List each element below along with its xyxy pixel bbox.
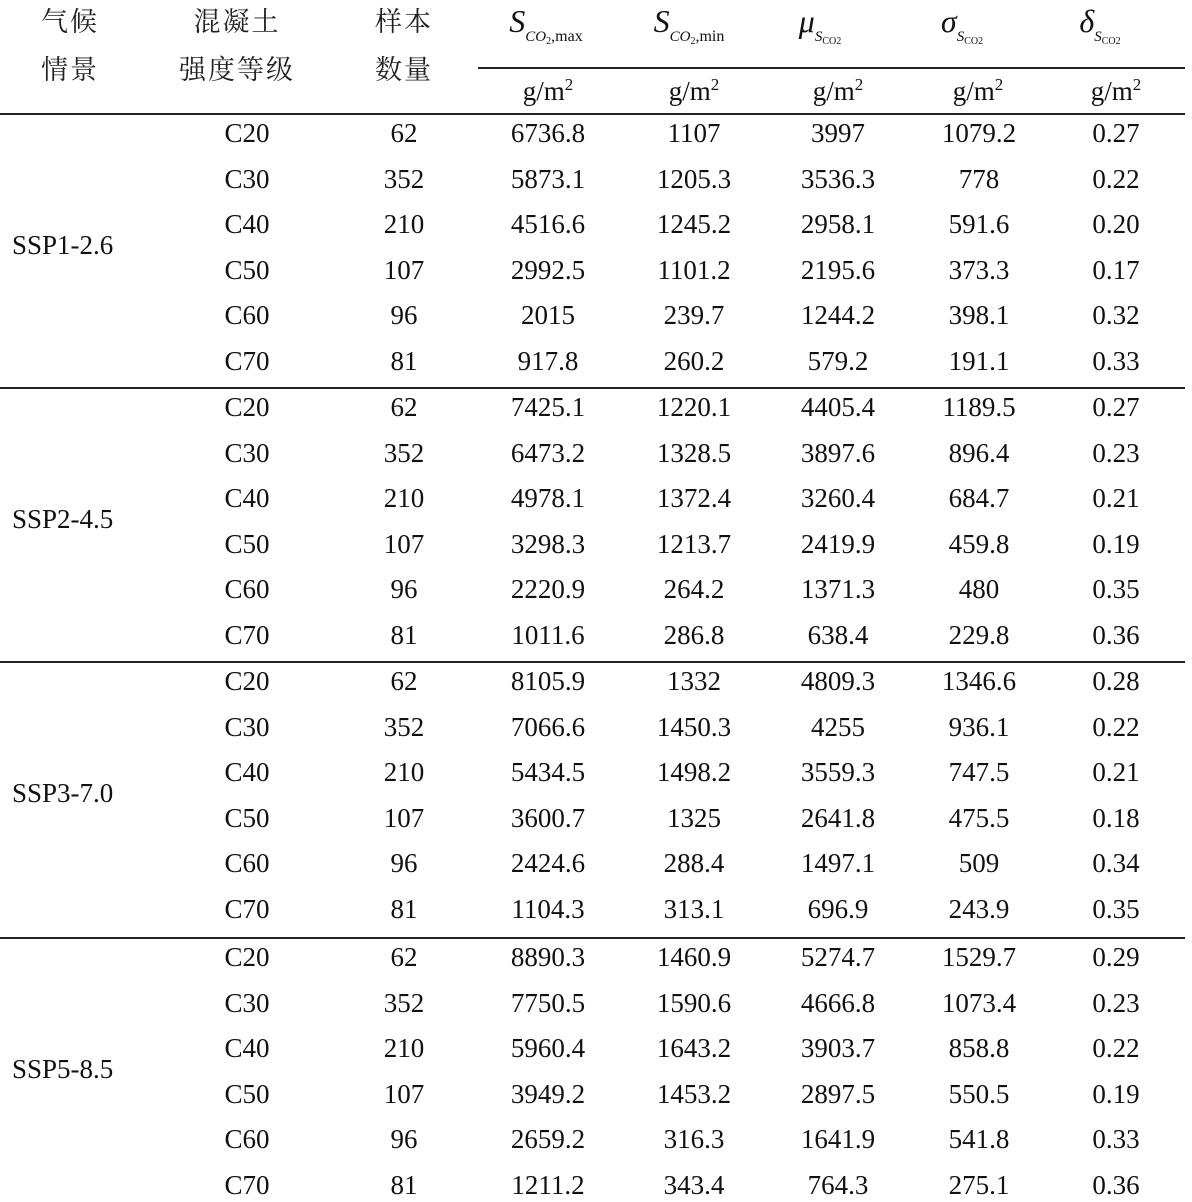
cell-stddev: 1529.7 — [941, 942, 1017, 972]
cell-smin: 1590.6 — [656, 987, 732, 1018]
cell-grade: C60 — [224, 1124, 270, 1155]
cell-cov: 0.35 — [1092, 894, 1140, 924]
cell-smax: 7425.1 — [510, 392, 586, 422]
cell-grade: C40 — [224, 1033, 270, 1064]
cell-mean: 3897.6 — [800, 437, 876, 468]
cell-smin: 264.2 — [663, 574, 725, 605]
cell-mean: 1371.3 — [800, 574, 876, 605]
cell-sample-count: 352 — [383, 711, 425, 742]
unit-mean: $g/m^2$ — [812, 75, 864, 106]
group-divider — [0, 387, 1185, 389]
cell-mean: 3903.7 — [800, 1033, 876, 1064]
cell-cov: 0.36 — [1092, 1170, 1140, 1200]
cell-mean: 764.3 — [807, 1170, 869, 1200]
cell-grade: C70 — [224, 894, 270, 924]
cell-sample-count: 107 — [383, 254, 425, 285]
cell-smin: 313.1 — [663, 894, 725, 924]
cell-mean: 696.9 — [807, 894, 869, 924]
cell-smin: 1220.1 — [656, 392, 732, 422]
cell-stddev: 475.5 — [948, 802, 1010, 833]
cell-sample-count: 96 — [390, 1124, 418, 1155]
cell-grade: C70 — [224, 1170, 270, 1200]
cell-smax: 5434.5 — [510, 757, 586, 788]
cell-stddev: 936.1 — [948, 711, 1010, 742]
cell-sample-count: 62 — [390, 118, 418, 148]
cell-smax: 3949.2 — [510, 1078, 586, 1109]
cell-grade: C20 — [224, 392, 270, 422]
cell-smin: 239.7 — [663, 300, 725, 331]
cell-cov: 0.23 — [1092, 437, 1140, 468]
cell-mean: 3559.3 — [800, 757, 876, 788]
cell-smax: 3298.3 — [510, 528, 586, 559]
cell-mean: 2419.9 — [800, 528, 876, 559]
cell-smax: 5873.1 — [510, 163, 586, 194]
cell-mean: 638.4 — [807, 620, 869, 650]
cell-mean: 4809.3 — [800, 666, 876, 696]
cell-mean: 5274.7 — [800, 942, 876, 972]
cell-mean: 4255 — [811, 711, 865, 742]
cell-sample-count: 62 — [390, 666, 418, 696]
cell-mean: 1641.9 — [800, 1124, 876, 1155]
cell-stddev: 1079.2 — [941, 118, 1017, 148]
cell-smax: 1104.3 — [511, 894, 585, 924]
cell-smax: 4516.6 — [510, 209, 586, 240]
cell-cov: 0.17 — [1092, 254, 1140, 285]
cell-smin: 1498.2 — [656, 757, 732, 788]
cell-sample-count: 210 — [383, 757, 425, 788]
cell-sample-count: 81 — [390, 346, 418, 376]
cell-sample-count: 352 — [383, 987, 425, 1018]
cell-grade: C50 — [224, 254, 270, 285]
cell-smin: 1450.3 — [656, 711, 732, 742]
header-grade-line1: 混凝土 — [193, 7, 281, 38]
cell-grade: C40 — [224, 757, 270, 788]
cell-cov: 0.33 — [1092, 346, 1140, 376]
cell-smax: 7066.6 — [510, 711, 586, 742]
cell-sample-count: 81 — [390, 1170, 418, 1200]
header-count-line2: 数量 — [375, 55, 433, 86]
cell-stddev: 896.4 — [948, 437, 1010, 468]
cell-smax: 2992.5 — [510, 254, 586, 285]
cell-stddev: 747.5 — [948, 757, 1010, 788]
cell-grade: C40 — [224, 483, 270, 514]
cell-sample-count: 352 — [383, 437, 425, 468]
cell-stddev: 480 — [958, 574, 1000, 605]
cell-stddev: 459.8 — [948, 528, 1010, 559]
cell-smin: 1643.2 — [656, 1033, 732, 1064]
cell-smax: 6473.2 — [510, 437, 586, 468]
cell-sample-count: 210 — [383, 1033, 425, 1064]
cell-mean: 3997 — [811, 118, 865, 148]
cell-smax: 3600.7 — [510, 802, 586, 833]
cell-grade: C50 — [224, 802, 270, 833]
cell-sample-count: 96 — [390, 300, 418, 331]
header-scenario-line1: 气候 — [41, 7, 99, 38]
scenario-label: SSP3-7.0 — [12, 778, 114, 808]
cell-smax: 2659.2 — [510, 1124, 586, 1155]
cell-sample-count: 352 — [383, 163, 425, 194]
cell-stddev: 1189.5 — [942, 392, 1016, 422]
top-rule — [0, 0, 1185, 1]
cell-stddev: 275.1 — [948, 1170, 1010, 1200]
cell-grade: C20 — [224, 666, 270, 696]
cell-smin: 1213.7 — [656, 528, 732, 559]
cell-mean: 2958.1 — [800, 209, 876, 240]
cell-cov: 0.21 — [1092, 483, 1140, 514]
cell-grade: C30 — [224, 711, 270, 742]
scenario-label: SSP1-2.6 — [12, 230, 114, 260]
cell-sample-count: 62 — [390, 942, 418, 972]
cell-grade: C20 — [224, 118, 270, 148]
cell-grade: C60 — [224, 300, 270, 331]
cell-stddev: 509 — [958, 848, 1000, 879]
cell-mean: 3260.4 — [800, 483, 876, 514]
header-mean-symbol: $\mu_{S_{CO2}}$ — [798, 3, 842, 47]
cell-stddev: 398.1 — [948, 300, 1010, 331]
cell-sample-count: 107 — [383, 802, 425, 833]
cell-cov: 0.21 — [1092, 757, 1140, 788]
cell-smin: 316.3 — [663, 1124, 725, 1155]
cell-smax: 8105.9 — [510, 666, 586, 696]
cell-mean: 4405.4 — [800, 392, 876, 422]
cell-smax: 7750.5 — [510, 987, 586, 1018]
cell-grade: C50 — [224, 1078, 270, 1109]
cell-grade: C60 — [224, 848, 270, 879]
unit-cov: $g/m^2$ — [1090, 75, 1142, 106]
cell-smax: 2220.9 — [510, 574, 586, 605]
scenario-label: SSP5-8.5 — [12, 1054, 114, 1084]
cell-smax: 6736.8 — [510, 118, 586, 148]
cell-stddev: 591.6 — [948, 209, 1010, 240]
cell-cov: 0.23 — [1092, 987, 1140, 1018]
cell-cov: 0.22 — [1092, 1033, 1140, 1064]
cell-mean: 1497.1 — [800, 848, 876, 879]
cell-cov: 0.27 — [1092, 118, 1140, 148]
cell-grade: C70 — [224, 346, 270, 376]
cell-sample-count: 81 — [390, 894, 418, 924]
cell-grade: C50 — [224, 528, 270, 559]
cell-grade: C60 — [224, 574, 270, 605]
cell-stddev: 541.8 — [948, 1124, 1010, 1155]
cell-smin: 288.4 — [663, 848, 725, 879]
cell-mean: 3536.3 — [800, 163, 876, 194]
cell-grade: C40 — [224, 209, 270, 240]
cell-cov: 0.27 — [1092, 392, 1140, 422]
cell-mean: 2641.8 — [800, 802, 876, 833]
cell-smax: 1211.2 — [511, 1170, 585, 1200]
cell-smin: 1328.5 — [656, 437, 732, 468]
scenario-label: SSP2-4.5 — [12, 504, 114, 534]
header-bottom-rule — [0, 113, 1185, 115]
cell-grade: C30 — [224, 437, 270, 468]
cell-smin: 1101.2 — [657, 254, 731, 285]
cell-smin: 343.4 — [663, 1170, 725, 1200]
cell-smax: 2424.6 — [510, 848, 586, 879]
cell-cov: 0.29 — [1092, 942, 1140, 972]
cell-smin: 286.8 — [663, 620, 725, 650]
header-count-line1: 样本 — [375, 7, 433, 38]
cell-sample-count: 210 — [383, 483, 425, 514]
cell-cov: 0.19 — [1092, 1078, 1140, 1109]
header-grade-line2: 强度等级 — [179, 55, 295, 86]
header-scenario-line2: 情景 — [41, 55, 99, 86]
cell-smax: 917.8 — [517, 346, 579, 376]
cell-sample-count: 107 — [383, 528, 425, 559]
cell-sample-count: 107 — [383, 1078, 425, 1109]
cell-grade: C20 — [224, 942, 270, 972]
cell-stddev: 243.9 — [948, 894, 1010, 924]
cell-stddev: 858.8 — [948, 1033, 1010, 1064]
cell-smin: 1205.3 — [656, 163, 732, 194]
cell-stddev: 550.5 — [948, 1078, 1010, 1109]
cell-smin: 1332 — [667, 666, 721, 696]
cell-smax: 5960.4 — [510, 1033, 586, 1064]
cell-cov: 0.19 — [1092, 528, 1140, 559]
cell-stddev: 229.8 — [948, 620, 1010, 650]
cell-stddev: 1346.6 — [941, 666, 1017, 696]
cell-smin: 1372.4 — [656, 483, 732, 514]
header-smax-symbol: $S_{CO_2,max}$ — [509, 3, 583, 47]
cell-stddev: 191.1 — [948, 346, 1010, 376]
cell-grade: C30 — [224, 987, 270, 1018]
cell-cov: 0.32 — [1092, 300, 1140, 331]
cell-smax: 2015 — [521, 300, 575, 331]
cell-smin: 1460.9 — [656, 942, 732, 972]
cell-smin: 1325 — [667, 802, 721, 833]
unit-smax: $g/m^2$ — [522, 75, 574, 106]
cell-stddev: 778 — [958, 163, 1000, 194]
cell-grade: C30 — [224, 163, 270, 194]
cell-smax: 4978.1 — [510, 483, 586, 514]
cell-smax: 1011.6 — [511, 620, 585, 650]
cell-mean: 1244.2 — [800, 300, 876, 331]
cell-smin: 1107 — [667, 118, 721, 148]
header-stddev-symbol: $\sigma_{S_{CO2}}$ — [940, 3, 984, 47]
cell-stddev: 373.3 — [948, 254, 1010, 285]
header-smin-symbol: $S_{CO_2,min}$ — [653, 3, 725, 47]
cell-sample-count: 96 — [390, 574, 418, 605]
cell-sample-count: 62 — [390, 392, 418, 422]
cell-stddev: 684.7 — [948, 483, 1010, 514]
cell-cov: 0.18 — [1092, 802, 1140, 833]
cell-mean: 2897.5 — [800, 1078, 876, 1109]
cell-sample-count: 96 — [390, 848, 418, 879]
cell-cov: 0.22 — [1092, 163, 1140, 194]
header-cov-symbol: $\delta_{S_{CO2}}$ — [1079, 3, 1121, 47]
cell-smax: 8890.3 — [510, 942, 586, 972]
cell-cov: 0.20 — [1092, 209, 1140, 240]
cell-mean: 579.2 — [807, 346, 869, 376]
cell-mean: 4666.8 — [800, 987, 876, 1018]
cell-mean: 2195.6 — [800, 254, 876, 285]
cell-sample-count: 81 — [390, 620, 418, 650]
header-sub-rule — [478, 67, 1185, 69]
cell-stddev: 1073.4 — [941, 987, 1017, 1018]
cell-cov: 0.28 — [1092, 666, 1140, 696]
cell-cov: 0.35 — [1092, 574, 1140, 605]
cell-smin: 260.2 — [663, 346, 725, 376]
unit-smin: $g/m^2$ — [668, 75, 720, 106]
cell-smin: 1453.2 — [656, 1078, 732, 1109]
unit-stddev: $g/m^2$ — [952, 75, 1004, 106]
cell-grade: C70 — [224, 620, 270, 650]
group-divider — [0, 937, 1185, 939]
cell-cov: 0.36 — [1092, 620, 1140, 650]
cell-sample-count: 210 — [383, 209, 425, 240]
group-divider — [0, 661, 1185, 663]
cell-smin: 1245.2 — [656, 209, 732, 240]
cell-cov: 0.33 — [1092, 1124, 1140, 1155]
cell-cov: 0.34 — [1092, 848, 1140, 879]
cell-cov: 0.22 — [1092, 711, 1140, 742]
